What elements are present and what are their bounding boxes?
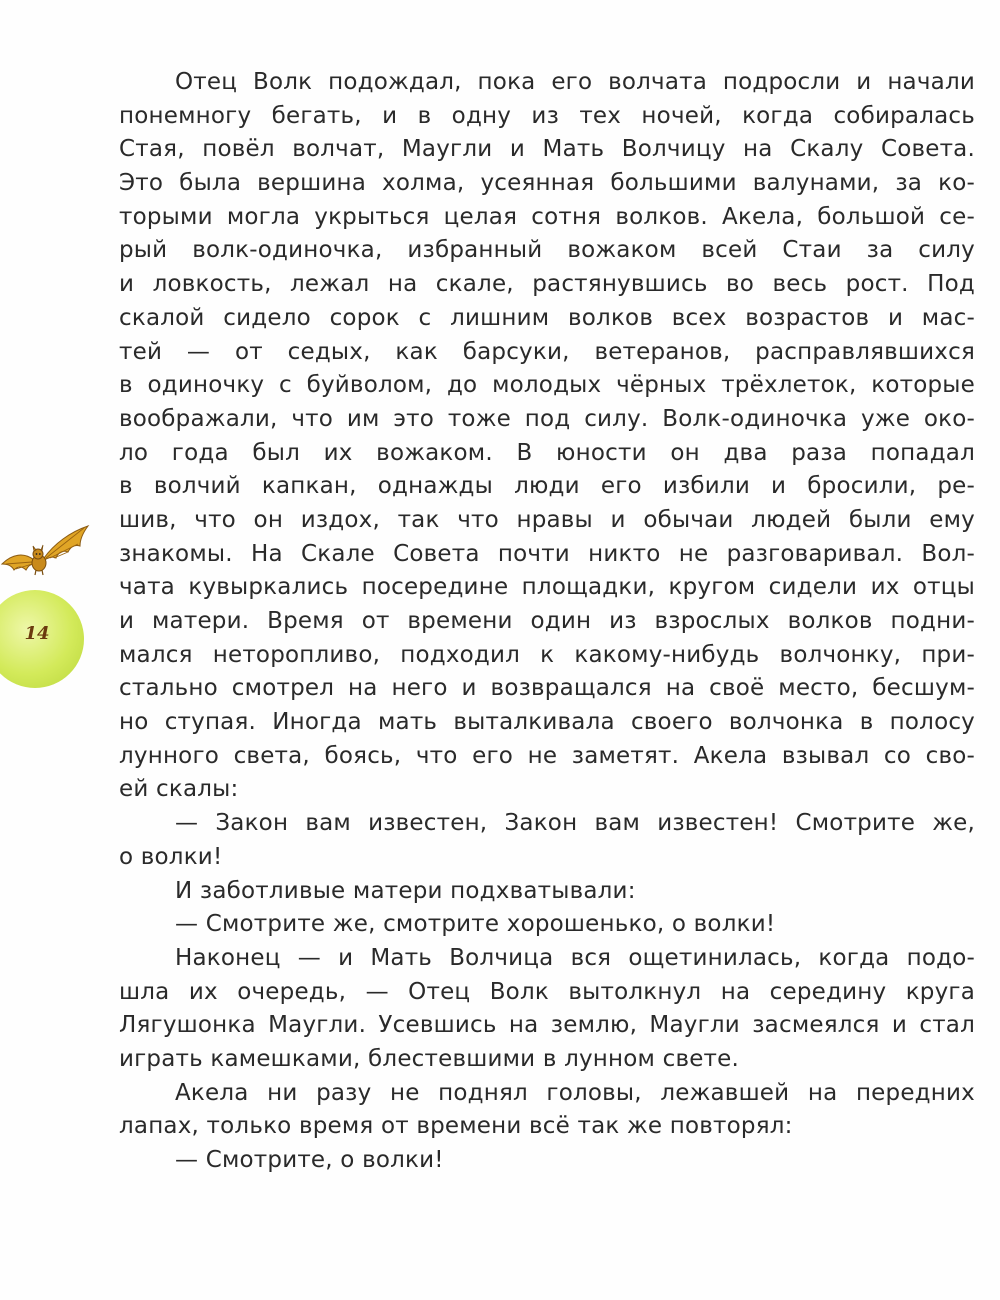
text-line: — Смотрите же, смотрите хорошенько, о волки! (175, 911, 776, 938)
text-line: воображали, что им это тоже под силу. Волк-одиночка уже око- (119, 405, 975, 432)
text-line: ей скалы: (119, 776, 239, 803)
text-line: Стая, повёл волчат, Маугли и Мать Волчицу на Скалу Совета. (119, 136, 975, 163)
text-line: понемногу бегать, и в одну из тех ночей, когда собиралась (119, 102, 975, 129)
text-line: лунного света, боясь, что его не заметят. Акела взывал со сво- (119, 742, 975, 769)
text-line: тей — от седых, как барсуки, ветеранов, расправлявшихся (119, 338, 975, 365)
text-line: но ступая. Иногда мать выталкивала своего волчонка в полосу (119, 709, 975, 736)
text-line: стально смотрел на него и возвращался на своё место, бесшум- (119, 675, 975, 702)
text-line: Лягушонка Маугли. Усевшись на землю, Маугли засмеялся и стал (119, 1012, 975, 1039)
text-line: в волчий капкан, однажды люди его избили и бросили, ре- (119, 473, 975, 500)
text-line: Акела ни разу не поднял головы, лежавшей на передних (175, 1079, 975, 1106)
text-line: ло года был их вожаком. В юности он два раза попадал (119, 439, 975, 466)
text-line: и матери. Время от времени один из взрослых волков подни- (119, 608, 975, 634)
text-line: играть камешками, блестевшими в лунном свете. (119, 1045, 740, 1072)
text-line: шив, что он издох, так что нравы и обычаи людей были ему (119, 506, 975, 533)
page-number: 14 (24, 623, 50, 644)
text-line: о волки! (119, 843, 223, 870)
page-number-marker (0, 520, 110, 700)
text-line: скалой сидело сорок с лишним волков всех возрастов и мас- (119, 304, 975, 331)
text-line: торыми могла укрыться целая сотня волков. Акела, большой се- (119, 203, 975, 230)
text-line: знакомы. На Скале Совета почти никто не разговаривал. Вол- (119, 540, 975, 567)
story-text (119, 66, 975, 1178)
text-line: чата кувыркались посередине площадки, кругом сидели их отцы (119, 574, 975, 601)
text-line: лапах, только время от времени всё так же повторял: (119, 1113, 793, 1140)
text-line: Это была вершина холма, усеянная большими валунами, за ко- (119, 170, 975, 197)
text-line: мался неторопливо, подходил к какому-нибудь волчонку, при- (119, 641, 975, 668)
bat-icon (0, 520, 92, 590)
text-line: и ловкость, лежал на скале, растянувшись во весь рост. Под (119, 271, 975, 298)
text-line: — Закон вам известен, Закон вам известен! Смотрите же, (175, 810, 975, 837)
text-line: И заботливые матери подхватывали: (175, 877, 636, 904)
text-line: рый волк-одиночка, избранный вожаком всей Стаи за силу (119, 237, 975, 264)
text-line: Наконец — и Мать Волчица вся ощетинилась, когда подо- (175, 944, 975, 971)
text-line: Отец Волк подождал, пока его волчата подросли и начали (175, 69, 975, 95)
text-line: в одиночку с буйволом, до молодых чёрных трёхлеток, которые (119, 372, 975, 399)
text-line: — Смотрите, о волки! (175, 1147, 444, 1173)
text-line: шла их очередь, — Отец Волк вытолкнул на середину круга (119, 978, 975, 1005)
